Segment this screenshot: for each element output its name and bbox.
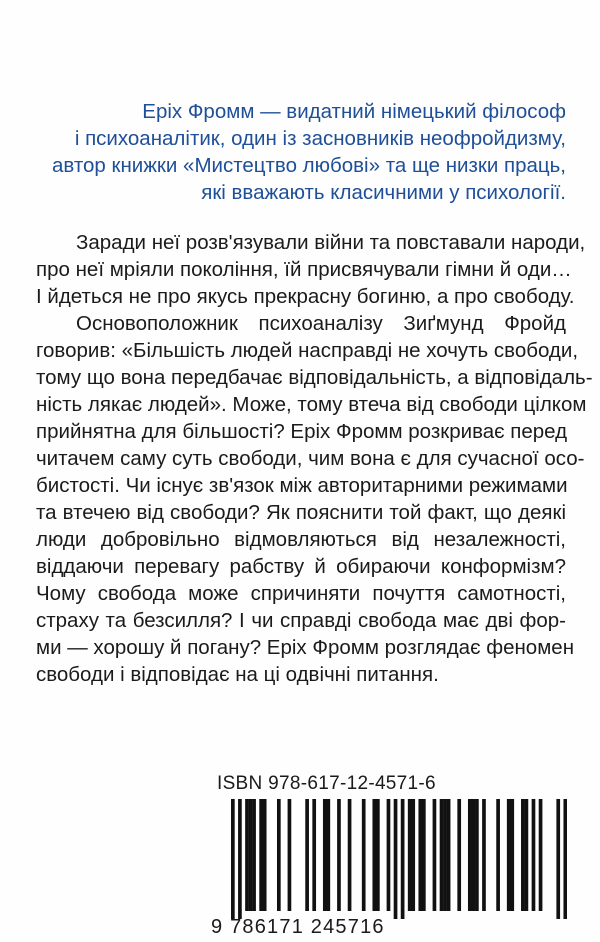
isbn-block <box>211 773 567 939</box>
barcode-bar <box>348 799 352 911</box>
author-note-line: Еріх Фромм — видатний німецький філософ <box>142 100 566 123</box>
barcode-bar <box>263 799 267 911</box>
barcode-bar <box>238 799 242 919</box>
description-line: говорив: «Більшість людей насправді не хочуть свободи, <box>36 339 579 362</box>
barcode-bar <box>249 799 253 911</box>
description-line: ми — хорошу й погану? Еріх Фромм розглядає феномен <box>36 636 575 659</box>
barcode-bar <box>422 799 426 911</box>
barcode-bar <box>447 799 451 911</box>
barcode-bar <box>231 799 235 919</box>
barcode-bar <box>433 799 437 911</box>
barcode-bar <box>525 799 529 911</box>
author-note-line: і психоаналітик, один із засновників неофройдизму, <box>74 127 566 150</box>
barcode-bar <box>496 799 500 911</box>
barcode-bar <box>401 799 405 919</box>
barcode-bar <box>472 799 476 911</box>
description-line: про неї мріяли покоління, їй присвячували гімни й оди… <box>36 258 572 281</box>
barcode-bar <box>411 799 415 911</box>
barcode-bar <box>468 799 472 911</box>
barcode-bar <box>563 799 567 919</box>
barcode-bar <box>507 799 511 911</box>
barcode-bar <box>372 799 376 911</box>
barcode-bar <box>323 799 327 911</box>
barcode-bar <box>376 799 380 911</box>
barcode-bar <box>245 799 249 911</box>
barcode-bar <box>394 799 398 919</box>
barcode <box>211 799 567 939</box>
author-note-line: автор книжки «Мистецтво любові» та ще низки праць, <box>51 154 566 177</box>
book-description <box>36 229 593 688</box>
description-line: бистості. Чи існує зв'язок між авторитарними режимами <box>36 474 568 497</box>
barcode-bars <box>231 799 567 919</box>
barcode-bar <box>277 799 281 911</box>
barcode-bar <box>252 799 256 911</box>
barcode-digits: 9 786171 245716 <box>211 916 385 938</box>
description-line: читачем саму суть свободи, чим вона є для сучасної осо- <box>36 447 585 470</box>
barcode-bar <box>443 799 447 911</box>
barcode-bar <box>305 799 309 911</box>
description-line: тому що вона передбачає відповідальність, а відповідаль- <box>36 366 593 389</box>
barcode-bar <box>326 799 330 911</box>
barcode-bar <box>312 799 316 911</box>
description-line: І йдеться не про якусь прекрасну богиню, а про свободу. <box>36 285 575 308</box>
barcode-bar <box>539 799 543 911</box>
description-line: Заради неї розв'язували війни та повставали народи, <box>76 231 586 254</box>
barcode-bar <box>259 799 263 911</box>
description-line: страху та безсилля? І чи справді свобода має дві фор- <box>36 609 566 632</box>
isbn-label: ISBN 978-617-12-4571-6 <box>217 773 436 794</box>
description-line: Основоположник психоаналізу Зиґмунд Фройд <box>76 312 566 335</box>
author-note <box>40 98 566 206</box>
barcode-bar <box>482 799 486 911</box>
barcode-bar <box>475 799 479 911</box>
author-note-line: які вважають класичними у психології. <box>201 181 566 204</box>
barcode-bar <box>408 799 412 911</box>
description-line: та втечею від свободи? Як пояснити той факт, що деякі <box>36 501 566 524</box>
description-line: ність лякає людей». Може, тому втеча від свободи цілком <box>36 393 587 416</box>
barcode-bar <box>337 799 341 911</box>
description-line: Чому свобода може спричиняти почуття самотності, <box>36 582 566 605</box>
barcode-bar <box>510 799 514 911</box>
barcode-bar <box>457 799 461 911</box>
barcode-bar <box>288 799 292 911</box>
barcode-bar <box>556 799 560 919</box>
barcode-bar <box>387 799 391 911</box>
description-line: свободи і відповідає на ці одвічні питання. <box>36 663 439 686</box>
barcode-bar <box>418 799 422 911</box>
description-line: люди добровільно відмовляються від незалежності, <box>36 528 566 551</box>
barcode-bar <box>362 799 366 911</box>
barcode-bar <box>521 799 525 911</box>
barcode-bar <box>532 799 536 911</box>
description-line: віддаючи перевагу рабству й обираючи конформізм? <box>36 555 566 578</box>
description-line: прийнятна для більшості? Еріх Фромм розкриває перед <box>36 420 568 443</box>
barcode-bar <box>440 799 444 911</box>
